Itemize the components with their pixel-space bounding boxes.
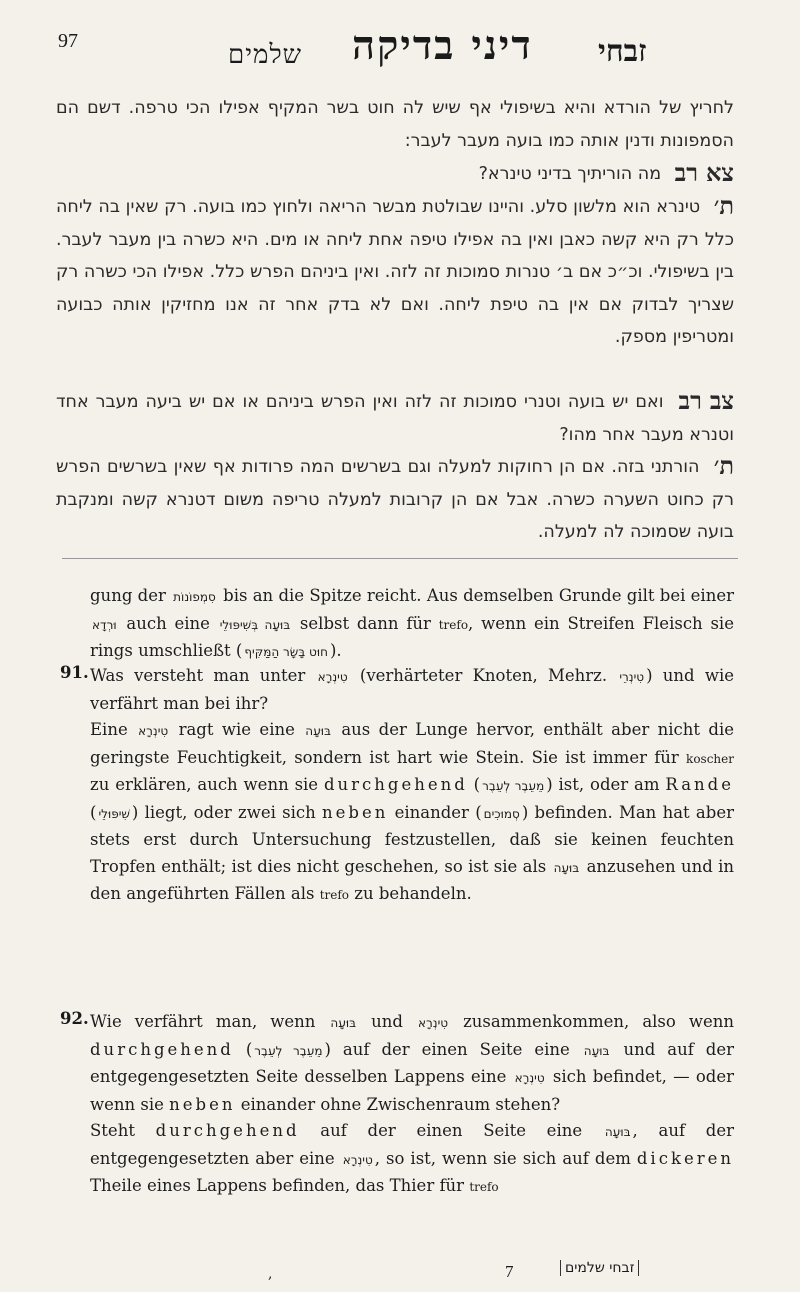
footer-mark: , <box>268 1266 273 1282</box>
header-right: זבחי <box>598 34 647 69</box>
page-number: 97 <box>58 30 78 52</box>
german-paragraph-91: Was versteht man unter טִינְרָא (verhärteter Knoten, Mehrz. טִינְרֵי ) und wie verfährt man bei ihr? Eine טִינְרָא ragt wie eine בּוּעָה aus der Lunge hervor, enthält aber nicht die geringste Feuchtigkeit, sondern ist hart wie Stein. Sie ist immer für koscher zu erklären, auch wenn sie durchgehend ( מֵעֵבֶר לְעֵבֶר ) ist, oder am Rande ( שִׁיפּוּלֵי ) liegt, oder zwei sich neben einander ( סְמוּכִים ) befinden. Man hat aber stets erst durch Untersuchung festzustellen, daß sie keinen feuchten Tropfen enthält; ist dies nicht geschehen, so ist sie als בּוּעָה anzusehen und in den angeführten Fällen als trefo zu behandeln. <box>90 666 734 903</box>
header-title: דיני בדיקה <box>352 22 533 69</box>
german-paragraph-92: Wie verfährt man, wenn בּוּעָה und טִינְרָא zusammenkommen, also wenn durchgehend ( מֵעֵבֶר לְעֵבֶר ) auf der einen Seite eine בּוּעָה und auf der entgegengesetzten Seite desselben Lappens eine טִינְרָא sich befindet, — oder wenn sie neben einander ohne Zwischenraum stehen? Steht durchgehend auf der einen Seite eine בּוּעָה , auf der entgegengesetzten aber eine טִינְרָא , so ist, wenn sie sich auf dem dickeren Theile eines Lappens befinden, das Thier für trefo <box>90 1012 735 1195</box>
hebrew-question-90 <box>56 157 734 191</box>
hebrew-answer-92 <box>56 450 734 549</box>
hebrew-paragraph-intro: לחריץ של הורדא והיא בשיפולי אף שיש לה חוט בשר המקיף אפילו הכי טרפה. דשם הם הסמפונות ודנין אותה כמו בועה מעבר לעבר: <box>56 98 734 151</box>
question-number-91: 91. <box>60 663 89 682</box>
question-number-92: 92. <box>60 1009 89 1028</box>
question-text: מה הוריתיך בדיני טינרא? <box>478 164 662 184</box>
german-continuation: gung der סִמְפוֹנוֹת bis an die Spitze reicht. Aus demselben Grunde gilt bei einer וּרְדָא auch eine בּוּעָה בְּשִׁיפּוּלֵי selbst dann für trefo, wenn ein Streifen Fleisch sie rings umschließt ( חוּט בָּשָׂר הַמַּקִּיף ). <box>90 586 734 660</box>
question-text: ואם יש בועה וטנרי סמוכות זה לזה ואין הפרש ביניהם או אם יש ביעה מעבר אחד וטנרא מעבר אחר מהו? <box>56 392 734 445</box>
rav-marker: רב <box>678 386 702 415</box>
section-divider <box>62 558 738 559</box>
rav-marker: רב <box>674 158 699 187</box>
signature-title: זבחי שלמים <box>560 1260 639 1276</box>
answer-text: הורתני בזה. אם הן רחוקות למעלה וגם בשרשים המה פרודות אף שאין בשרשים הפרש רק כחוט השערה כשרה. אבל אם הן קרובות למעלה טריפה משום דטנרא קשה ומנקבת בועה שסמוכה לה למעלה. <box>56 457 734 542</box>
question-marker: צא <box>706 158 734 187</box>
answer-marker: ת׳ <box>713 191 734 220</box>
hebrew-question-92 <box>56 385 734 451</box>
question-marker: צב <box>709 386 734 415</box>
answer-marker: ת׳ <box>713 451 734 480</box>
signature-number: 7 <box>505 1262 514 1281</box>
answer-text: טינרא הוא מלשון סלע. והיינו שבולטת מבשר הריאה ולחוץ כמו בועה. רק שאין בה ליחה כלל רק היא קשה כאבן ואין בה אפילו טיפה אחת ליחה או מים. היא כשרה בין מעבר לעבר. בין בשיפולי. וכ״כ אם ב׳ טנרות סמוכות זה לזה. ואין ביניהם הפרש כלל. אפילו הכי כשרה רק שצריך לבדוק אם אין בה טיפת ליחה. ואם לא בדק אחר זה אנו מחזיקין אותה כבועה ומטריפין מספק. <box>56 197 734 347</box>
header-left: שלמים <box>228 40 303 70</box>
hebrew-answer-90 <box>56 190 734 354</box>
